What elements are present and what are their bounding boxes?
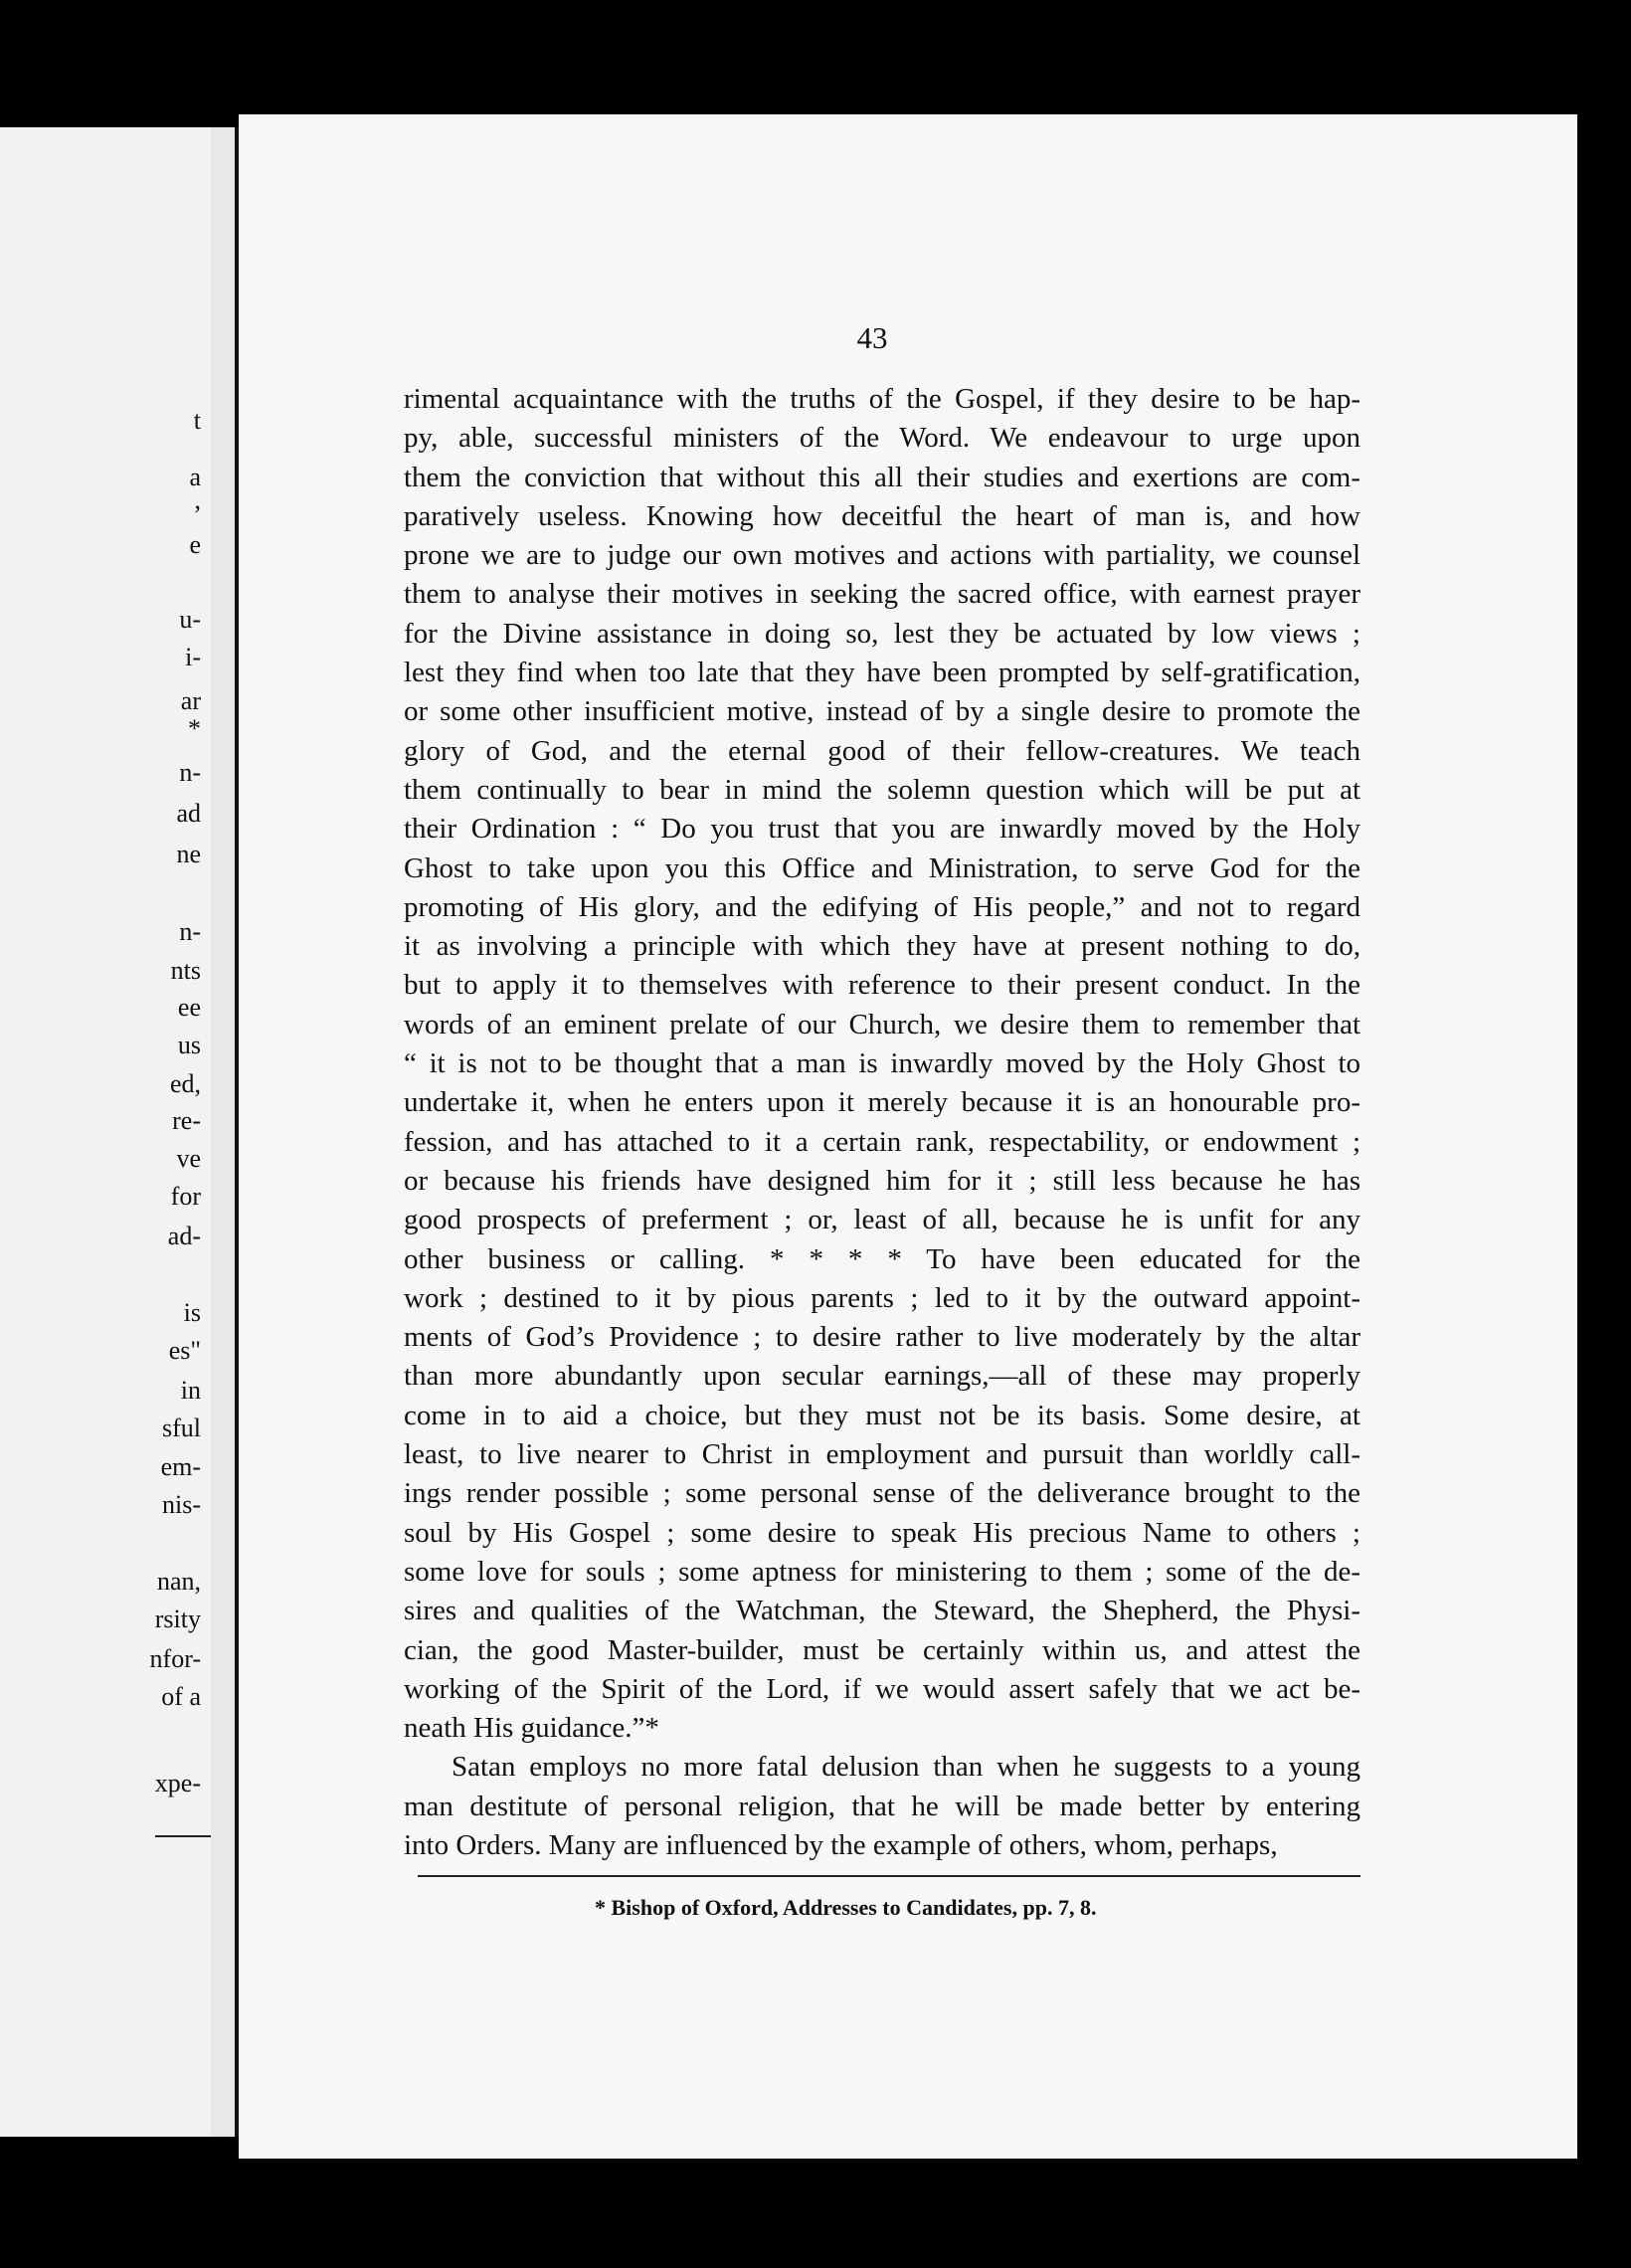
- left-page-text-fragment: xpe-: [154, 1769, 201, 1797]
- left-page-text-fragment: ne: [176, 840, 201, 868]
- left-page-text-fragment: u-: [179, 605, 201, 634]
- body-line: prone we are to judge our own motives and actions with partiality, we counsel: [404, 539, 1360, 572]
- body-line: than more abundantly upon secular earnings,—all of these may properly: [404, 1360, 1360, 1393]
- body-line: least, to live nearer to Christ in employment and pursuit than worldly call-: [404, 1438, 1360, 1471]
- body-line: them continually to bear in mind the solemn question which will be put at: [404, 773, 1360, 806]
- left-page-text-fragment: is: [183, 1298, 201, 1327]
- body-line: some love for souls ; some aptness for ministering to them ; some of the de-: [404, 1555, 1360, 1588]
- left-page-text-fragment: es": [168, 1336, 201, 1365]
- left-page-text-fragment: nfor-: [149, 1644, 201, 1673]
- page-number: 43: [856, 320, 888, 355]
- body-line: it as involving a principle with which they have at present nothing to do,: [404, 930, 1360, 963]
- left-page-text-fragment: em-: [160, 1452, 201, 1481]
- footnote-divider: [418, 1875, 1360, 1877]
- body-line: into Orders. Many are influenced by the example of others, whom, perhaps,: [404, 1828, 1278, 1861]
- body-line: other business or calling. * * * * To have been educated for the: [404, 1242, 1360, 1275]
- body-line: them to analyse their motives in seeking the sacred office, with earnest prayer: [404, 578, 1360, 611]
- body-text: [404, 380, 1360, 1865]
- body-line: work ; destined to it by pious parents ; led to it by the outward appoint-: [404, 1281, 1360, 1314]
- body-line: soul by His Gospel ; some desire to speak His precious Name to others ;: [404, 1516, 1360, 1549]
- left-page-text-fragment: ad-: [167, 1222, 201, 1250]
- left-page-text-fragment: us: [177, 1031, 201, 1059]
- body-line: sires and qualities of the Watchman, the Steward, the Shepherd, the Physi-: [404, 1595, 1360, 1627]
- left-page-text-fragment: *: [188, 714, 201, 743]
- body-line: fession, and has attached to it a certain rank, respectability, or endowment ;: [404, 1125, 1360, 1158]
- left-page-text-fragment: n-: [179, 758, 201, 787]
- body-line: them the conviction that without this all their studies and exertions are com-: [404, 461, 1360, 493]
- left-page-text-fragment: ve: [176, 1144, 201, 1173]
- body-line: words of an eminent prelate of our Church, we desire them to remember that: [404, 1008, 1360, 1040]
- left-page-text-fragment: a: [189, 463, 201, 491]
- body-line: come in to aid a choice, but they must not be its basis. Some desire, at: [404, 1399, 1360, 1431]
- left-page-text-fragment: ar: [180, 686, 201, 715]
- left-page-text-fragment: nts: [170, 956, 201, 985]
- left-page-text-fragment: ,: [194, 485, 201, 514]
- left-page-text-fragment: i-: [185, 643, 201, 671]
- left-page-text-fragment: nan,: [156, 1567, 201, 1596]
- left-page-text-fragment: in: [180, 1376, 201, 1405]
- left-page-text-fragment: ee: [177, 993, 201, 1022]
- left-page-text-fragment: of a: [161, 1682, 201, 1711]
- body-line: promoting of His glory, and the edifying of His people,” and not to regard: [404, 890, 1360, 923]
- left-page-text-fragment: t: [193, 406, 201, 435]
- body-line: ings render possible ; some personal sense of the deliverance brought to the: [404, 1477, 1360, 1510]
- body-line: glory of God, and the eternal good of their fellow-creatures. We teach: [404, 734, 1360, 767]
- left-page-text-fragment: nis-: [162, 1490, 201, 1519]
- body-line: working of the Spirit of the Lord, if we would assert safely that we act be-: [404, 1672, 1360, 1705]
- body-line: cian, the good Master-builder, must be certainly within us, and attest the: [404, 1633, 1360, 1666]
- body-line: good prospects of preferment ; or, least of all, because he is unfit for any: [404, 1204, 1360, 1236]
- left-page-text-fragment: sful: [162, 1414, 201, 1442]
- body-line: “ it is not to be thought that a man is inwardly moved by the Holy Ghost to: [404, 1047, 1360, 1080]
- body-line: Satan employs no more fatal delusion than when he suggests to a young: [452, 1751, 1360, 1784]
- left-page-text-fragment: for: [170, 1182, 201, 1211]
- left-page-fragment: [0, 127, 211, 2137]
- left-page-footnote-rule: [155, 1835, 211, 1837]
- body-line: but to apply it to themselves with reference to their present conduct. In the: [404, 969, 1360, 1002]
- body-line: lest they find when too late that they have been prompted by self-gratification,: [404, 657, 1360, 689]
- body-line: py, able, successful ministers of the Word. We endeavour to urge upon: [404, 422, 1360, 455]
- body-line: for the Divine assistance in doing so, lest they be actuated by low views ;: [404, 617, 1360, 650]
- body-line: ments of God’s Providence ; to desire rather to live moderately by the altar: [404, 1321, 1360, 1354]
- body-line: undertake it, when he enters upon it merely because it is an honourable pro-: [404, 1086, 1360, 1119]
- body-line: rimental acquaintance with the truths of the Gospel, if they desire to be hap-: [404, 383, 1360, 415]
- body-line: paratively useless. Knowing how deceitful the heart of man is, and how: [404, 499, 1360, 532]
- body-line: or because his friends have designed him for it ; still less because he has: [404, 1164, 1360, 1197]
- left-page-text-fragment: re-: [172, 1106, 201, 1135]
- body-line: man destitute of personal religion, that he will be made better by entering: [404, 1790, 1360, 1822]
- footnote: * Bishop of Oxford, Addresses to Candidates, pp. 7, 8.: [595, 1895, 1097, 1920]
- left-page-text-fragment: ad: [176, 799, 201, 828]
- body-line: their Ordination : “ Do you trust that you are inwardly moved by the Holy: [404, 813, 1360, 846]
- left-page-text-fragment: e: [189, 530, 201, 559]
- body-line: Ghost to take upon you this Office and Ministration, to serve God for the: [404, 851, 1360, 884]
- left-page-text-fragment: ed,: [169, 1069, 201, 1098]
- body-line: or some other insufficient motive, instead of by a single desire to promote the: [404, 695, 1360, 728]
- left-page-text-fragment: rsity: [154, 1605, 201, 1633]
- body-line: neath His guidance.”*: [404, 1712, 659, 1745]
- left-page-text-fragment: n-: [179, 917, 201, 946]
